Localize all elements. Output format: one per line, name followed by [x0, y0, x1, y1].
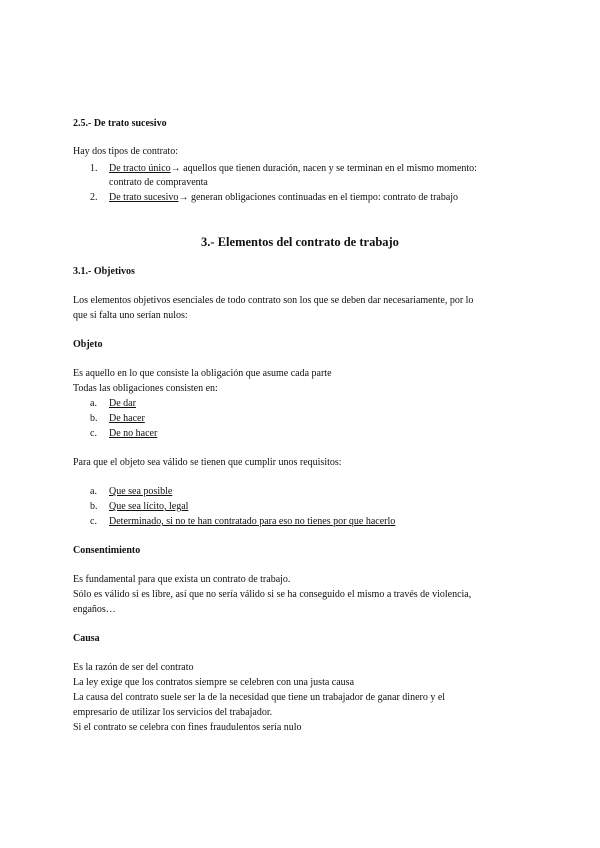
arrow-icon: → [170, 163, 181, 174]
paragraph-line: Es fundamental para que exista un contrato de trabajo. [73, 574, 291, 585]
paragraph-line: que si falta uno serían nulos: [73, 310, 188, 321]
contract-type-item [109, 162, 477, 176]
term-label: De tracto único [109, 163, 171, 174]
paragraph-line: Para que el objeto sea válido se tienen que cumplir unos requisitos: [73, 457, 342, 468]
list-item: De hacer [109, 413, 145, 424]
list-letter: b. [90, 501, 98, 512]
term-description: aquellos que tienen duración, nacen y se terminan en el mismo momento: [180, 163, 477, 174]
causa-heading: Causa [73, 633, 100, 644]
list-letter: c. [90, 428, 97, 439]
list-number: 1. [90, 163, 98, 174]
list-letter: a. [90, 398, 97, 409]
paragraph-line: engaños… [73, 604, 116, 615]
paragraph-line: Todas las obligaciones consisten en: [73, 383, 218, 394]
requirement-item: Que sea lícito, legal [109, 501, 189, 512]
list-letter: b. [90, 413, 98, 424]
requirement-item: Que sea posible [109, 486, 173, 497]
list-letter: a. [90, 486, 97, 497]
list-number: 2. [90, 192, 98, 203]
paragraph-line: Los elementos objetivos esenciales de todo contrato son los que se deben dar necesariamente, por lo [73, 295, 474, 306]
section-3-1-heading: 3.1.- Objetivos [73, 266, 135, 277]
paragraph-line: Es aquello en lo que consiste la obligación que asume cada parte [73, 368, 332, 379]
paragraph-line: La ley exige que los contratos siempre se celebren con una justa causa [73, 677, 355, 688]
paragraph-line: Es la razón de ser del contrato [73, 662, 194, 673]
list-item: De no hacer [109, 428, 158, 439]
term-description: generan obligaciones continuadas en el tiempo: contrato de trabajo [188, 192, 459, 203]
paragraph-line: empresario de utilizar los servicios del trabajador. [73, 707, 273, 718]
list-item: De dar [109, 398, 136, 409]
list-letter: c. [90, 516, 97, 527]
paragraph-line: Sólo es válido si es libre, así que no sería válido si se ha conseguido el mismo a través de violencia, [73, 589, 472, 600]
section-3-title: 3.- Elementos del contrato de trabajo [201, 235, 399, 249]
arrow-icon: → [178, 192, 189, 203]
term-label: De trato sucesivo [109, 192, 179, 203]
consentimiento-heading: Consentimiento [73, 545, 141, 556]
paragraph-line: Si el contrato se celebra con fines fraudulentos sería nulo [73, 722, 302, 733]
objeto-heading: Objeto [73, 339, 103, 350]
section-2-5-heading: 2.5.- De trato sucesivo [73, 118, 167, 129]
section-2-5-intro: Hay dos tipos de contrato: [73, 146, 178, 157]
contract-type-item [109, 191, 458, 205]
term-description-cont: contrato de compraventa [109, 177, 208, 188]
paragraph-line: La causa del contrato suele ser la de la necesidad que tiene un trabajador de ganar dinero y el [73, 692, 446, 703]
requirement-item: Determinado, si no te han contratado para eso no tienes por que hacerlo [109, 516, 396, 527]
